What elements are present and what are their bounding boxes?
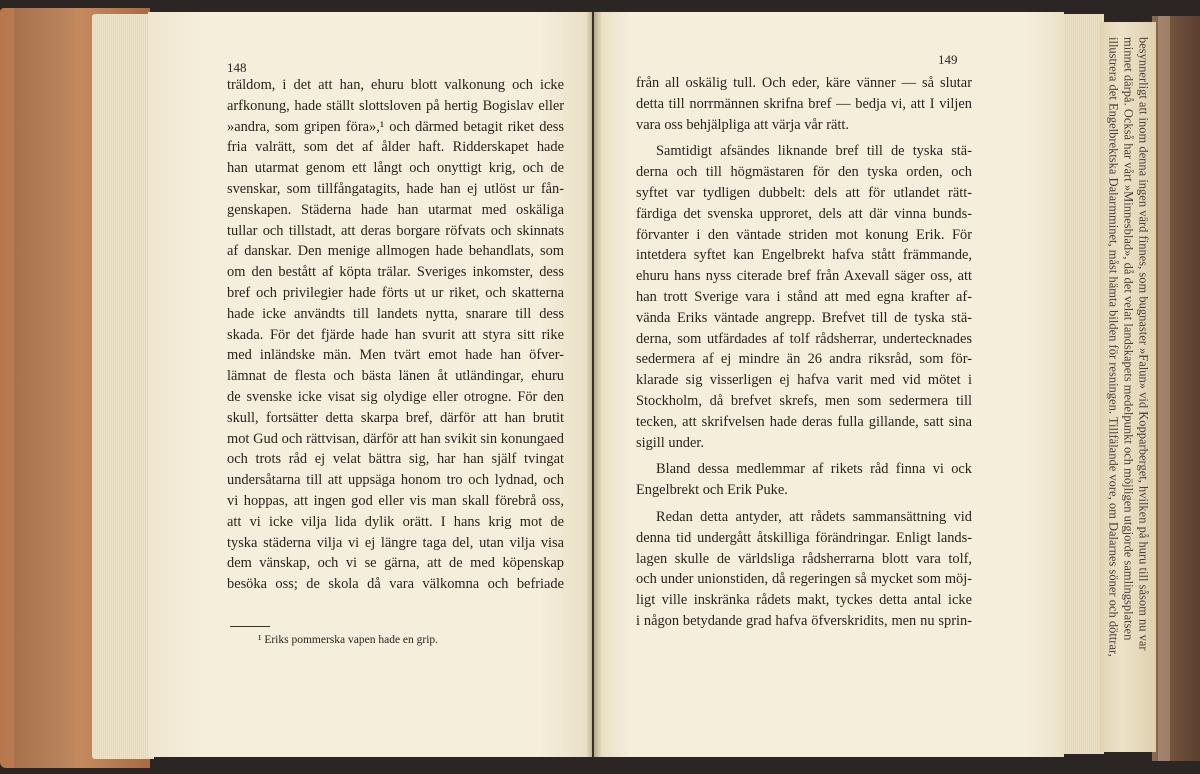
- left-page-number: 148: [227, 60, 247, 75]
- text-line: af danskar. Den menige allmogen hade behandlats, som: [227, 243, 564, 260]
- text-line: Engelbrekt och Erik Puke.: [636, 482, 788, 499]
- text-line: om den bestått af köpta trälar. Sveriges inkomster, dess: [227, 264, 564, 281]
- text-line: intetdera syftet kan Engelbrekt hafva stått främmande,: [636, 247, 972, 264]
- text-line: besöka oss; de skola då vara välkomna och befriade: [227, 576, 564, 593]
- text-line: förvanter i den väntade striden mot konung Erik. För: [636, 226, 972, 243]
- text-line: syftet var tydligen dubbelt: dels att för utlandet rätt-: [636, 184, 972, 201]
- text-line: vara oss behjälpliga att värja vår rätt.: [636, 116, 849, 133]
- right-page-body: [636, 73, 972, 632]
- text-line: »andra, som gripen föra»,¹ och därmed betagit riket dess: [227, 118, 564, 135]
- text-line: svenskar, som tillfångatagits, hade han ej utlöst ur fån-: [227, 180, 564, 197]
- text-line: ligt ville inskränka rådets makt, tyckes detta antal icke: [636, 592, 972, 609]
- text-line: och trots råd ej velat bättra sig, har han själf tvingat: [227, 451, 564, 468]
- inserted-sheet: [1100, 22, 1156, 752]
- text-line: sedermera af ej mindre än 26 andra riksråd, som för-: [636, 351, 972, 368]
- inserted-sheet-text: [1106, 37, 1151, 737]
- text-line: skada. För det fjärde hade han svurit att styra sitt rike: [227, 326, 564, 343]
- text-line: skull, fortsätter detta skarpa bref, därför att han brutit: [227, 409, 564, 426]
- text-line: och under unionstiden, då regeringen så mycket som möj-: [636, 571, 972, 588]
- footnote-rule: [230, 626, 270, 627]
- text-line: tullar och tillstadt, att deras borgare röfvats och skinnats: [227, 222, 564, 239]
- text-line: Samtidigt afsändes liknande bref till de tyska stä-: [656, 143, 972, 160]
- text-line: ehuru hans nyss citerade bref från Axevall säger oss, att: [636, 268, 972, 285]
- text-line: lagen skulle de världsliga rådsherrarna blott vara tolf,: [636, 550, 972, 567]
- text-line: Stockholm, då brefvet skrefs, men som sedermera till: [636, 392, 972, 409]
- cover-band: [1158, 16, 1170, 761]
- text-line: Bland dessa medlemmar af rikets råd finna vi ock: [656, 461, 972, 478]
- text-line: de svenske icke visat sig olydige eller otrogne. För den: [227, 388, 564, 405]
- text-line: arfkonung, hade ställt slottsloven på hertig Bogislav eller: [227, 97, 564, 114]
- left-page-body: [227, 75, 564, 595]
- right-book-cover: [1152, 16, 1200, 761]
- book-gutter: [586, 12, 602, 757]
- right-page-number: 149: [938, 52, 958, 67]
- right-page-edges: [1062, 14, 1104, 754]
- text-line: vi hoppas, att ingen god eller vis man skall förebrå oss,: [227, 492, 564, 509]
- footnote: ¹ Eriks pommerska vapen hade en grip.: [258, 634, 439, 646]
- inserted-sheet-line: besynnerligt att inom denna ingen värd finnes, som bugnaster »Falun» vid Kopparberget, hvilken på huru till såsom nu var: [1136, 37, 1151, 651]
- text-line: undersåtarna till att uppsäga honom tro och lydnad, och: [227, 472, 564, 489]
- text-line: tecken, att skrifvelsen hade deras fulla gillande, satt sina: [636, 413, 972, 430]
- text-line: hade icke användts till landets nytta, snarare till dess: [227, 305, 564, 322]
- cover-strip: [14, 8, 74, 768]
- text-line: Redan detta antyder, att rådets sammansättning vid: [656, 508, 972, 525]
- text-line: bref och privilegier hade förts ut ur riket, och skatterna: [227, 284, 564, 301]
- text-line: genskapen. Städerna hade han utarmat med oskäliga: [227, 201, 564, 218]
- text-line: klarade sig visserligen ej hafva varit med vid mötet i: [636, 372, 972, 389]
- text-line: fria valrätt, som det af ålder haft. Ridderskapet hade: [227, 139, 564, 156]
- text-line: sigill under.: [636, 434, 704, 451]
- text-line: i någon betydande grad hafva öfverskridits, men nu sprin-: [636, 612, 972, 629]
- text-line: mot Gud och rättvisan, därför att han svikit sin konungaed: [227, 430, 564, 447]
- text-line: detta till norrmännen skrifna bref — bedja vi, att I viljen: [636, 95, 972, 112]
- text-line: derna och till högmästaren för den tyska orden, och: [636, 164, 972, 181]
- text-line: derna, som utfärdades af tolf rådsherrar, undertecknades: [636, 330, 972, 347]
- text-line: färdiga det svenska upproret, dels att där vinna bunds-: [636, 205, 972, 222]
- inserted-sheet-line: minnet därpå. Också har vårt »Minnesblad», då det velat landskapets medelpunkt och möjligen utgjorde samlingsplatsen: [1121, 37, 1136, 641]
- text-line: med inländske män. Men tvärt emot hade han öfver-: [227, 347, 564, 364]
- text-line: vända Eriks väntade angrepp. Brefvet till de tyska stä-: [636, 309, 972, 326]
- left-page-edges: [92, 14, 154, 759]
- text-line: från all oskälig tull. Och eder, käre vänner — så slutar: [636, 75, 972, 91]
- text-line: dem vänskap, och vi se gärna, att de med köpenskap: [227, 555, 564, 572]
- text-line: lämnat de flesta och bästa länen åt utländingar, ehuru: [227, 368, 564, 385]
- text-line: tyska städerna vilja vi ej längre taga del, utan vilja visa: [227, 534, 564, 551]
- text-line: denna tid undergått åtskilliga förändringar. Enligt lands-: [636, 529, 972, 546]
- inserted-sheet-line: illustrera det Engelbrektska Dalarmminet, måst hämta bilden för resningen. Tillfälande vore, om Dalarnes söner och döttrar,: [1106, 37, 1121, 657]
- text-line: han trott Sverige vara i stånd att med egna krafter af-: [636, 288, 972, 305]
- text-line: han utarmat genom ett långt och onyttigt krig, och de: [227, 160, 564, 177]
- text-line: att vi icke vilja lida dylik orätt. I hans krig mot de: [227, 513, 564, 530]
- text-line: träldom, i det att han, ehuru blott valkonung och icke: [227, 77, 564, 93]
